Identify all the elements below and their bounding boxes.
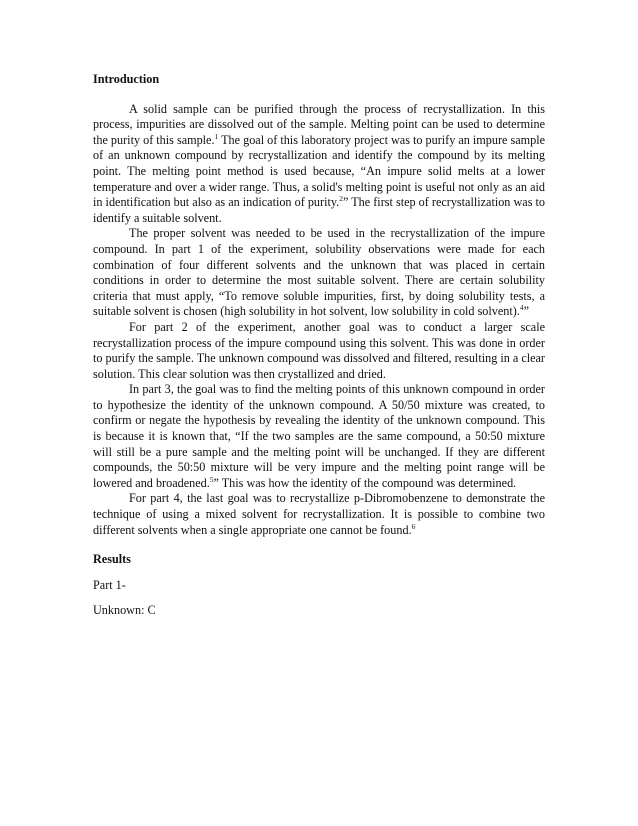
introduction-heading: Introduction [93, 72, 160, 86]
paragraph-text: For part 2 of the experiment, another goal was to conduct a larger scale recrystallization process of the impure compound using this solvent. This was done in order to purify the sample. The unknown compound was dissolved and filtered, resulting in a clear solution. This clear solution was then crystallized and dried. [93, 319, 545, 381]
citation-superscript: 4 [519, 303, 524, 313]
paragraph-text: ” [523, 304, 530, 319]
paragraph-text: In part 3, the goal was to find the melting points of this unknown compound in order to hypothesize the identity of the unknown compound. A 50/50 mixture was created, to confirm or negate the hypothesis by revealing the identity of the unknown compound. This is because it is known that, “If the two samples are the same compound, a 50:50 mixture will still be a pure sample and the melting point will be unchanged. If they are different compounds, the 50:50 mixture will be very impure and the melting point range will be lowered and broadened. [93, 382, 545, 490]
citation-superscript: 6 [411, 521, 416, 531]
citation-superscript: 2 [339, 194, 343, 204]
document-body [93, 72, 545, 629]
paragraph-text: The proper solvent was needed to be used in the recrystallization of the impure compound. In part 1 of the experiment, solubility observations were made for each combination of four different solvents and the unknown that was placed in certain conditions in order to determine the most suitable solvent. There are certain solubility criteria that must apply, “To remove soluble impurities, first, by doing solubility tests, a suitable solvent is chosen (high solubility in hot solvent, low solubility in cold solvent). [93, 226, 545, 319]
intro-paragraph-1 [93, 102, 545, 227]
results-unknown-label: Unknown: C [93, 603, 156, 618]
results-part-label: Part 1- [93, 577, 126, 592]
paragraph-text: ” This was how the identity of the compound was determined. [213, 475, 517, 490]
intro-paragraph-5 [93, 491, 545, 538]
intro-paragraph-2 [93, 226, 545, 320]
results-heading: Results [93, 552, 131, 567]
paragraph-text: The goal of this laboratory project was to purify an impure sample of an unknown compound by recrystallization and identify the compound by its melting point. The melting point method is used because, “An impure solid melts at a lower temperature and over a wider range. Thus, a solid's melting point is useful not only as an aid in identification but also as an indication of purity. [93, 132, 545, 210]
citation-superscript: 1 [214, 131, 219, 141]
paragraph-text: ” The first step of recrystallization was to identify a suitable solvent. [93, 195, 545, 225]
paragraph-text: A solid sample can be purified through the process of recrystallization. In this process, impurities are dissolved out of the sample. Melting point can be used to determine the purity of this sample. [93, 101, 545, 147]
citation-superscript: 5 [209, 474, 214, 484]
paragraph-text: For part 4, the last goal was to recrystallize p-Dibromobenzene to demonstrate the technique of using a mixed solvent for recrystallization. It is possible to combine two different solvents when a single appropriate one cannot be found. [93, 491, 545, 537]
intro-paragraph-4 [93, 382, 545, 491]
intro-paragraph-3 [93, 320, 545, 382]
